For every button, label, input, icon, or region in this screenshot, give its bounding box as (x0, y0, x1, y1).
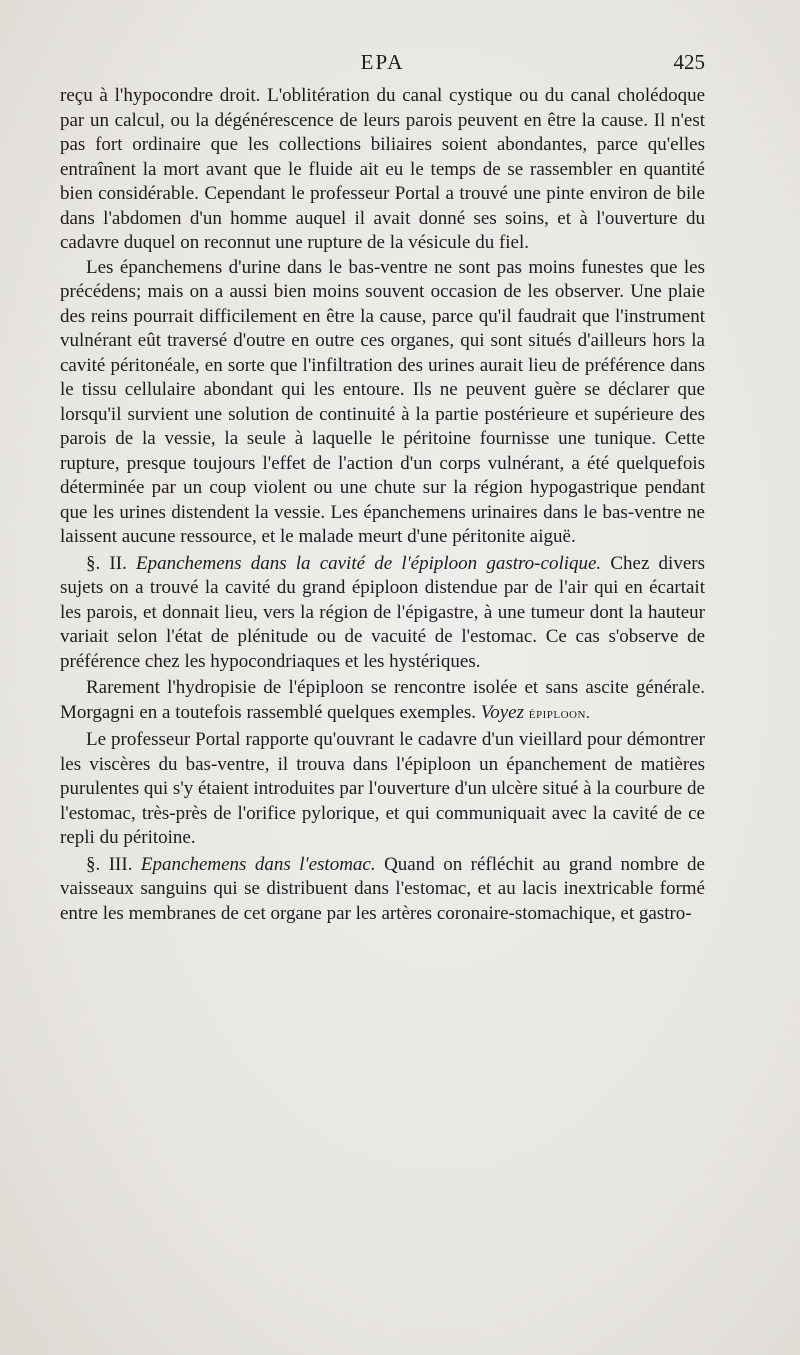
section-heading-3: Epanchemens dans l'estomac. (140, 853, 376, 875)
paragraph-section-3 (60, 853, 705, 927)
running-head (60, 50, 705, 76)
hydropsy-text: Rarement l'hydropisie de l'épiploon se rencontre isolée et sans ascite générale. Morgagni en a toutefois rassemblé quelques exemples. (60, 677, 705, 723)
paragraph-bile-effusion: reçu à l'hypocondre droit. L'oblitération du canal cystique ou du canal cholédoque par un calcul, ou la dégénérescence de leurs parois peuvent en être la cause. Il n'est pas fort ordinaire que les collections biliaires soient abondantes, parce qu'elles entraînent la mort avant que le fluide ait eu le temps de se rassembler en quantité bien considérable. Cependant le professeur Portal a trouvé une pinte environ de bile dans l'abdomen d'un homme auquel il avait donné ses soins, et à l'ouverture du cadavre duquel on reconnut une rupture de la vésicule du fiel. (60, 85, 705, 253)
section-text-2: Chez divers sujets on a trouvé la cavité du grand épiploon distendue par de l'air qui en écartait les parois, et donnait lieu, vers la région de l'épigastre, à une tumeur dont la hauteur variait selon l'état de plénitude ou de vacuité de l'estomac. Ce cas s'observe de préférence chez les hypocondriaques et les hystériques. (60, 552, 705, 672)
section-text-3: Quand on réfléchit au grand nombre de vaisseaux sanguins qui se distribuent dans l'estomac, et au lacis inextricable formé entre les membranes de cet organe par les artères coronaire-stomachique, et gastro- (60, 853, 705, 924)
paragraph-urine-effusion: Les épanchemens d'urine dans le bas-ventre ne sont pas moins funestes que les précédens; mais on a aussi bien moins souvent occasion de les observer. Une plaie des reins pourrait difficilement en être la cause, parce qu'il faudrait que l'instrument vulnérant eût traversé d'outre en outre ces organes, qui sont situés d'ailleurs hors la cavité péritonéale, en sorte que l'infiltration des urines aurait lieu de préférence dans le tissu cellulaire abondant qui les entoure. Ils ne peuvent guère se déclarer que lorsqu'il survient une solution de continuité à la partie postérieure et supérieure des parois de la vessie, la seule à laquelle le péritoine fournisse une tunique. Cette rupture, presque toujours l'effet de l'action d'un corps vulnérant, a été quelquefois déterminée par un coup violent ou une chute sur la région hypogastrique pendant que les urines distendent la vessie. Les épanchemens urinaires dans le bas-ventre ne laissent aucune ressource, et le malade meurt d'une péritonite aiguë. (60, 256, 705, 547)
cross-reference: épiploon. (528, 704, 591, 722)
section-number-2: §. II. (86, 552, 127, 574)
page-number: 425 (673, 50, 705, 74)
voyez-label: Voyez (480, 701, 524, 723)
paragraph-epiploon-hydropsy (60, 676, 705, 726)
section-heading-2: Epanchemens dans la cavité de l'épiploon gastro-colique. (136, 552, 602, 574)
body-text (60, 84, 705, 926)
section-number-3: §. III. (86, 853, 133, 875)
running-head-title: EPA (360, 50, 405, 74)
paragraph-portal-case: Le professeur Portal rapporte qu'ouvrant le cadavre d'un vieillard pour démontrer les viscères du bas-ventre, il trouva dans l'épiploon un épanchement de matières purulentes qui s'y étaient introduites par l'ouverture d'un ulcère situé à la courbure de l'estomac, très-près de l'orifice pylorique, et qui communiquait avec la cavité de ce repli du péritoine. (60, 729, 705, 848)
paragraph-section-2 (60, 552, 705, 675)
